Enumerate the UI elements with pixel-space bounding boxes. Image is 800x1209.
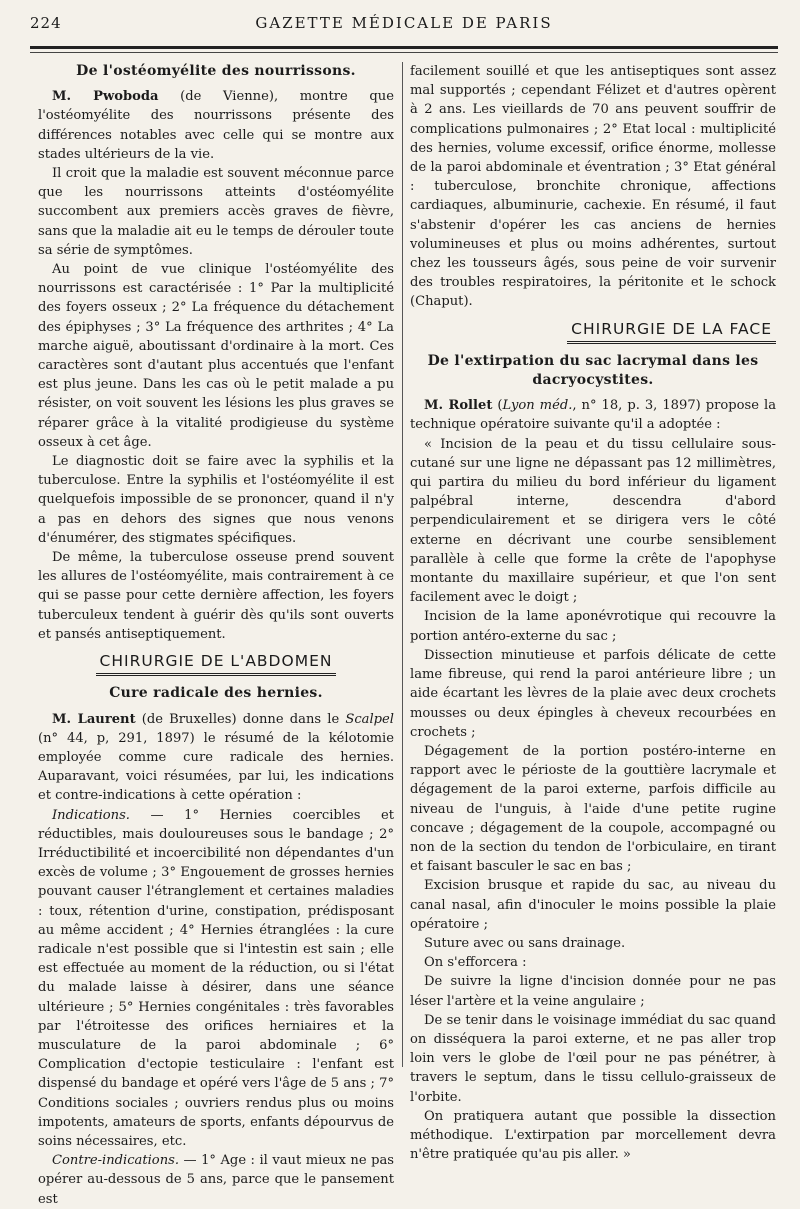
section-heading-text: CHIRURGIE DE LA FACE bbox=[567, 320, 776, 344]
paragraph-text: (n° 44, p, 291, 1897) le résumé de la kélotomie employée comme cure radicale des hernies. Auparavant, voici résumées, par lui, les indications et contre-indications à cette opération : bbox=[38, 730, 394, 804]
page-number: 224 bbox=[30, 14, 62, 32]
author-name: M. Laurent bbox=[52, 711, 136, 727]
quote-paragraph: De suivre la ligne d'incision donnée pour ne pas léser l'artère et la veine angulaire ; bbox=[410, 974, 776, 1009]
quote-paragraph: Incision de la lame aponévrotique qui recouvre la portion antéro-externe du sac ; bbox=[410, 609, 776, 644]
column-divider bbox=[402, 62, 403, 1067]
header-rule-thin bbox=[30, 52, 778, 53]
paragraph bbox=[410, 396, 776, 434]
paragraph-text: (de Vienne), montre que l'ostéomyélite des nourrissons présente des différences notables avec celle qui se montre aux stades ultérieurs de la vie. bbox=[38, 89, 394, 162]
section-heading-text: CHIRURGIE DE L'ABDOMEN bbox=[96, 652, 337, 676]
quote-paragraph: On pratiquera autant que possible la dissection méthodique. L'extirpation par morcellement devra n'être pratiquée qu'au pis aller. » bbox=[410, 1108, 776, 1163]
page-header bbox=[30, 14, 778, 40]
article-title-sac-lacrymal: De l'extirpation du sac lacrymal dans les dacryocystites. bbox=[427, 352, 759, 389]
paragraph bbox=[38, 87, 394, 164]
journal-reference: Scalpel bbox=[345, 711, 394, 727]
quote-paragraph: De se tenir dans le voisinage immédiat du sac quand on disséquera la paroi externe, et ne pas aller trop loin vers le globe de l'œil pour ne pas pénétrer, à travers le septum, dans le tissu cellulo-graisseux de l'orbite. bbox=[410, 1012, 776, 1105]
paragraph-text: — 1° Age : il vaut mieux ne pas opérer au-dessous de 5 ans, parce que le pansement est bbox=[38, 1153, 394, 1207]
subheading-contre-indications: Contre-indications. bbox=[52, 1153, 180, 1169]
quote-paragraph: On s'efforcera : bbox=[424, 955, 527, 971]
paragraph: De même, la tuberculose osseuse prend souvent les allures de l'ostéomyélite, mais contrairement à ce qui se passe pour cette dernière affection, les foyers tuberculeux tendent à guérir dès qu'ils sont ouverts et pansés antiseptiquement. bbox=[38, 550, 394, 642]
quote-paragraph: Suture avec ou sans drainage. bbox=[424, 935, 626, 951]
paragraph bbox=[38, 806, 394, 1152]
right-column bbox=[410, 62, 776, 1163]
author-name: M. Pwoboda bbox=[52, 89, 159, 105]
article-title-hernies: Cure radicale des hernies. bbox=[109, 685, 323, 702]
section-heading-abdomen bbox=[38, 652, 394, 676]
quote-paragraph: Dégagement de la portion postéro-interne en rapport avec le périoste de la gouttière lacrymale et dégagement de la paroi externe, parfois difficile au niveau de l'unguis, à l'aide d'une petite rugine concave ; dégagement de la coupole, accompagné ou non de la section du tendon de l'orbiculaire, en tirant et faisant basculer le sac en bas ; bbox=[410, 743, 776, 875]
quote-paragraph: Excision brusque et rapide du sac, au niveau du canal nasal, afin d'inoculer le moins possible la plaie opératoire ; bbox=[410, 878, 776, 932]
left-column bbox=[38, 62, 394, 1207]
author-name: M. Rollet bbox=[424, 398, 493, 414]
paragraph: Il croit que la maladie est souvent méconnue parce que les nourrissons atteints d'ostéomyélite succombent aux premiers accès graves de fièvre, sans que la maladie ait eu le temps de dérouler toute sa série de symptômes. bbox=[38, 166, 394, 258]
journal-reference: Lyon méd. bbox=[502, 398, 573, 414]
subheading-indications: Indications. bbox=[52, 807, 130, 823]
paragraph-text: — 1° Hernies coercibles et réductibles, mais douloureuses sous le bandage ; 2° Irréductibilité et incoercibilité non dépendantes d'un excès de volume ; 3° Engouement de grosses hernies pouvant causer l'étranglement et certaines maladies : toux, rétention d'urine, constipation, prédisposant au même accident ; 4° Hernies étranglées : la cure radicale n'est possible que si l'intestin est sain ; elle est effectuée au moment de la réduction, ou si l'état du malade laisse à désirer, dans une séance ultérieure ; 5° Hernies congénitales : très favorables par l'étroitesse des orifices herniaires et la musculature de la paroi abdominale ; 6° Complication d'ectopie testiculaire : l'enfant est dispensé du bandage et opéré vers l'âge de 5 ans ; 7° Conditions sociales ; ouvriers rendus plus ou moins impotents, amateurs de sports, enfants dépourvus de soins nécessaires, etc. bbox=[38, 807, 394, 1149]
section-heading-face bbox=[410, 320, 776, 344]
quote-paragraph: « Incision de la peau et du tissu cellulaire sous-cutané sur une ligne ne dépassant pas 12 millimètres, qui partira du milieu du bord inférieur du ligament palpébral interne, descendra d'abord perpendiculairement et se dirigera vers le côté externe en décrivant une courbe sensiblement parallèle à celle que forme la crête de l'apophyse montante du maxillaire supérieur, et que l'on sent facilement avec le doigt ; bbox=[410, 436, 776, 606]
header-rule-thick bbox=[30, 46, 778, 49]
paragraph-continued: facilement souillé et que les antiseptiques sont assez mal supportés ; cependant Félizet et d'autres opèrent à 2 ans. Les vieillards de 70 ans peuvent souffrir de complications pulmonaires ; 2° Etat local : multiplicité des hernies, volume excessif, orifice énorme, mollesse de la paroi abdominale et éventration ; 3° Etat général : tuberculose, bronchite chronique, affections cardiaques, albuminurie, cachexie. En résumé, il faut s'abstenir d'opérer les cas anciens de hernies volumineuses et plus ou moins adhérentes, surtout chez les tousseurs âgés, sous peine de voir survenir des troubles respiratoires, la péritonite et le schock (Chaput). bbox=[410, 64, 776, 310]
paragraph-text: , n° 18, p. 3, 1897) propose la technique opératoire suivante qu'il a adoptée : bbox=[410, 398, 776, 433]
paragraph-text: ( bbox=[492, 398, 503, 414]
paragraph: Le diagnostic doit se faire avec la syphilis et la tuberculose. Entre la syphilis et l'ostéomyélite il est quelquefois impossible de se prononcer, quand il n'y a pas en dehors des signes que nous venons d'énumérer, des stigmates spécifiques. bbox=[38, 454, 394, 546]
paragraph bbox=[38, 1151, 394, 1209]
article-title-osteomyelite: De l'ostéomyélite des nourrissons. bbox=[76, 63, 356, 79]
paragraph: Au point de vue clinique l'ostéomyélite des nourrissons est caractérisée : 1° Par la multiplicité des foyers osseux ; 2° La fréquence du détachement des épiphyses ; 3° La fréquence des arthrites ; 4° La marche aiguë, aboutissant d'ordinaire à la mort. Ces caractères sont d'autant plus accentués que l'enfant est plus jeune. Dans les cas où le petit malade a pu résister, on voit souvent les lésions les plus graves se réparer grâce à la vitalité prodigieuse du système osseux à cet âge. bbox=[38, 262, 394, 450]
paragraph bbox=[38, 710, 394, 806]
paragraph-text: (de Bruxelles) donne dans le bbox=[135, 711, 346, 727]
journal-title: GAZETTE MÉDICALE DE PARIS bbox=[255, 14, 553, 32]
quote-paragraph: Dissection minutieuse et parfois délicate de cette lame fibreuse, qui rend la paroi antérieure libre ; un aide écartant les lèvres de la plaie avec deux crochets mousses ou deux épingles à cheveux recourbées en crochets ; bbox=[410, 647, 776, 740]
